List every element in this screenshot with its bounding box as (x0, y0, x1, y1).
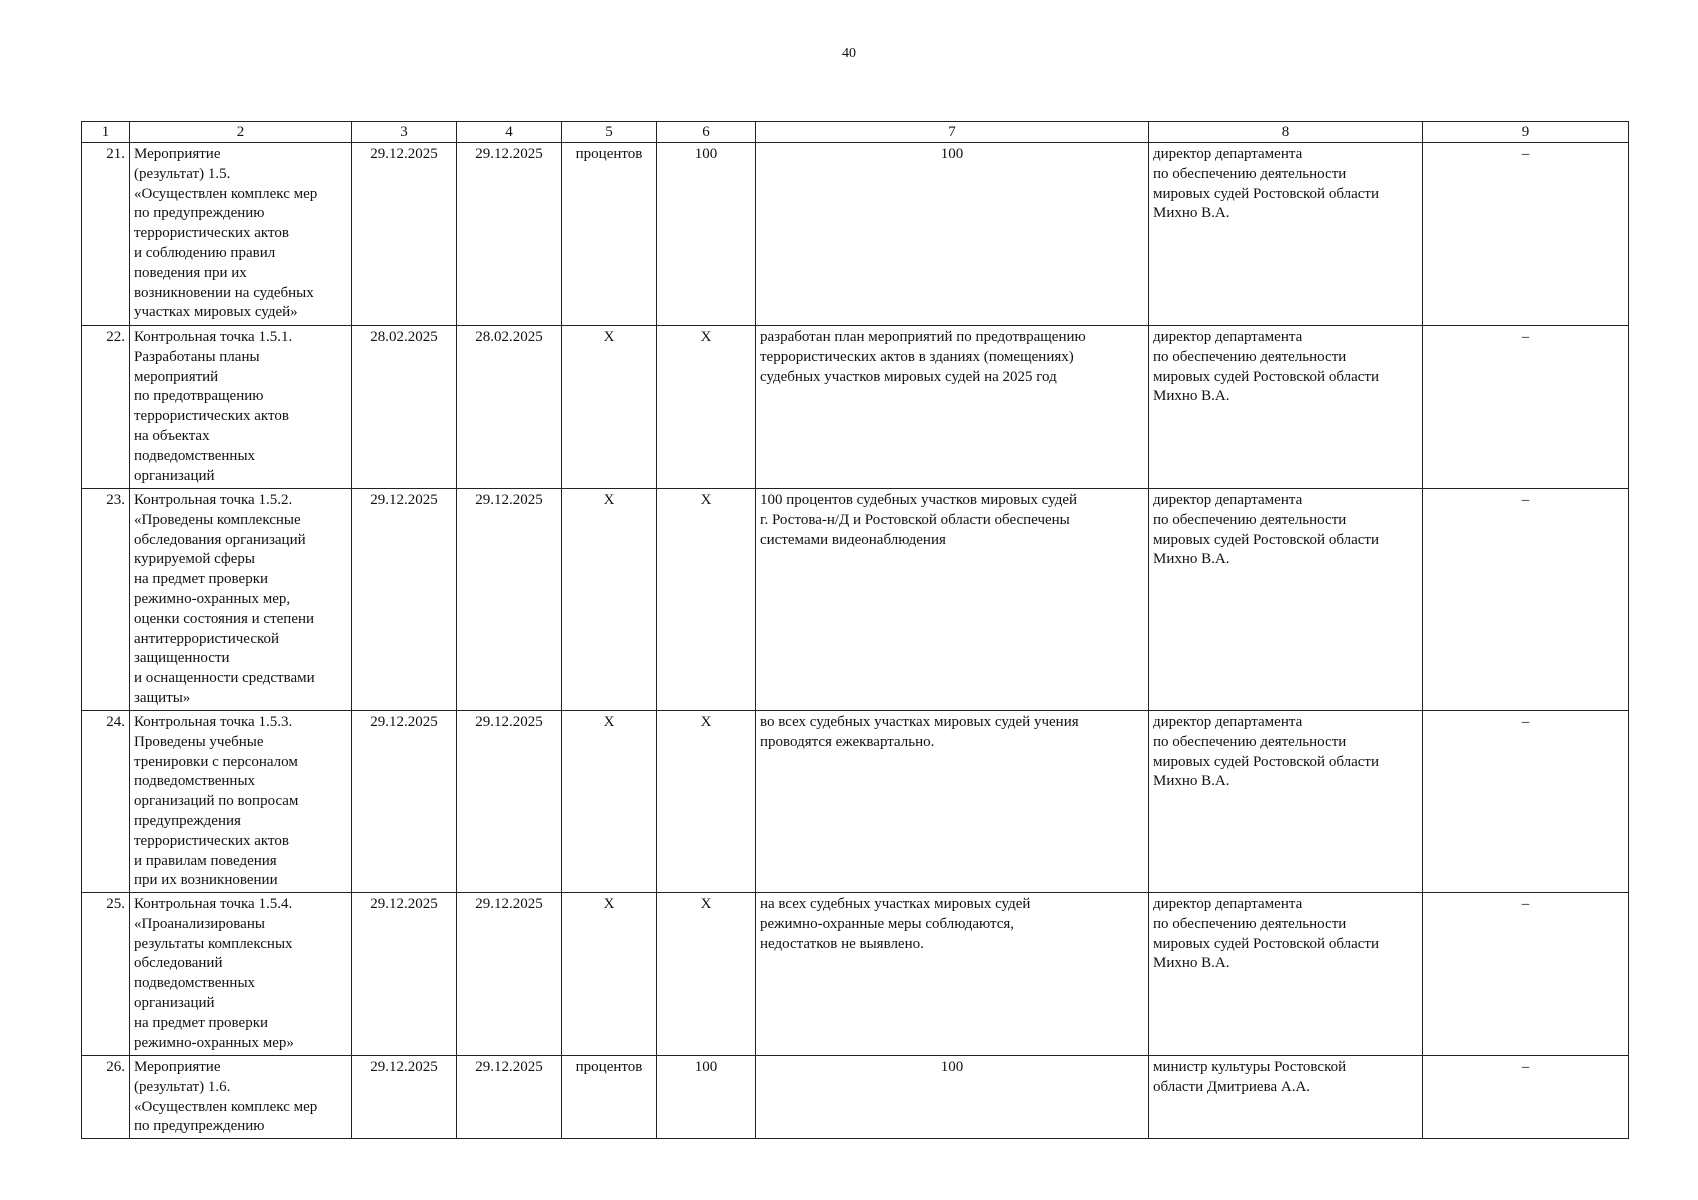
responsible-person: министр культуры Ростовской области Дмитриева А.А. (1149, 1056, 1423, 1139)
row-number: 26. (82, 1056, 130, 1139)
result-value: на всех судебных участках мировых судей режимно-охранные меры соблюдаются, недостатков не выявлено. (756, 893, 1149, 1056)
column-header: 3 (352, 122, 457, 143)
table-row (82, 1056, 1629, 1139)
table-row (82, 711, 1629, 893)
row-number: 23. (82, 489, 130, 711)
table-row (82, 893, 1629, 1056)
column-header: 8 (1149, 122, 1423, 143)
row-number: 24. (82, 711, 130, 893)
report-table (81, 121, 1629, 1139)
note: – (1423, 1056, 1629, 1139)
note: – (1423, 893, 1629, 1056)
responsible-person: директор департамента по обеспечению деятельности мировых судей Ростовской области Михно В.А. (1149, 711, 1423, 893)
column-header: 2 (130, 122, 352, 143)
start-date: 29.12.2025 (352, 1056, 457, 1139)
responsible-person: директор департамента по обеспечению деятельности мировых судей Ростовской области Михно В.А. (1149, 893, 1423, 1056)
end-date: 29.12.2025 (457, 1056, 562, 1139)
responsible-person: директор департамента по обеспечению деятельности мировых судей Ростовской области Михно В.А. (1149, 143, 1423, 326)
end-date: 29.12.2025 (457, 143, 562, 326)
responsible-person: директор департамента по обеспечению деятельности мировых судей Ростовской области Михно В.А. (1149, 489, 1423, 711)
plan-value: Х (657, 711, 756, 893)
note: – (1423, 711, 1629, 893)
page-number: 40 (842, 46, 856, 61)
activity-name: Мероприятие (результат) 1.6. «Осуществлен комплекс мер по предупреждению (130, 1056, 352, 1139)
column-header: 9 (1423, 122, 1629, 143)
end-date: 29.12.2025 (457, 711, 562, 893)
plan-value: Х (657, 489, 756, 711)
note: – (1423, 326, 1629, 489)
table-row (82, 326, 1629, 489)
result-value: 100 процентов судебных участков мировых судей г. Ростова-н/Д и Ростовской области обеспечены системами видеонаблюдения (756, 489, 1149, 711)
table-row (82, 489, 1629, 711)
unit: Х (562, 489, 657, 711)
start-date: 29.12.2025 (352, 893, 457, 1056)
unit: процентов (562, 1056, 657, 1139)
row-number: 22. (82, 326, 130, 489)
column-header: 7 (756, 122, 1149, 143)
note: – (1423, 489, 1629, 711)
start-date: 29.12.2025 (352, 143, 457, 326)
end-date: 28.02.2025 (457, 326, 562, 489)
unit: Х (562, 326, 657, 489)
activity-name: Контрольная точка 1.5.1. Разработаны планы мероприятий по предотвращению террористических актов на объектах подведомственных организаций (130, 326, 352, 489)
column-header: 4 (457, 122, 562, 143)
activity-name: Контрольная точка 1.5.3. Проведены учебные тренировки с персоналом подведомственных организаций по вопросам предупреждения террористических актов и правилам поведения при их возникновении (130, 711, 352, 893)
row-number: 21. (82, 143, 130, 326)
unit: Х (562, 711, 657, 893)
note: – (1423, 143, 1629, 326)
table-row (82, 143, 1629, 326)
plan-value: 100 (657, 1056, 756, 1139)
plan-value: Х (657, 326, 756, 489)
activity-name: Мероприятие (результат) 1.5. «Осуществлен комплекс мер по предупреждению террористических актов и соблюдению правил поведения при их возникновении на судебных участках мировых судей» (130, 143, 352, 326)
plan-value: 100 (657, 143, 756, 326)
start-date: 29.12.2025 (352, 711, 457, 893)
end-date: 29.12.2025 (457, 893, 562, 1056)
unit: Х (562, 893, 657, 1056)
column-header: 6 (657, 122, 756, 143)
plan-value: Х (657, 893, 756, 1056)
result-value: во всех судебных участках мировых судей учения проводятся ежеквартально. (756, 711, 1149, 893)
end-date: 29.12.2025 (457, 489, 562, 711)
result-value: 100 (756, 1056, 1149, 1139)
start-date: 28.02.2025 (352, 326, 457, 489)
responsible-person: директор департамента по обеспечению деятельности мировых судей Ростовской области Михно В.А. (1149, 326, 1423, 489)
activity-name: Контрольная точка 1.5.4. «Проанализированы результаты комплексных обследований подведомственных организаций на предмет проверки режимно-охранных мер» (130, 893, 352, 1056)
row-number: 25. (82, 893, 130, 1056)
unit: процентов (562, 143, 657, 326)
header-row (82, 122, 1629, 143)
start-date: 29.12.2025 (352, 489, 457, 711)
column-header: 5 (562, 122, 657, 143)
column-header: 1 (82, 122, 130, 143)
activity-name: Контрольная точка 1.5.2. «Проведены комплексные обследования организаций курируемой сферы на предмет проверки режимно-охранных мер, оценки состояния и степени антитеррористической защищенности и оснащенности средствами защиты» (130, 489, 352, 711)
result-value: разработан план мероприятий по предотвращению террористических актов в зданиях (помещениях) судебных участков мировых судей на 2025 год (756, 326, 1149, 489)
result-value: 100 (756, 143, 1149, 326)
